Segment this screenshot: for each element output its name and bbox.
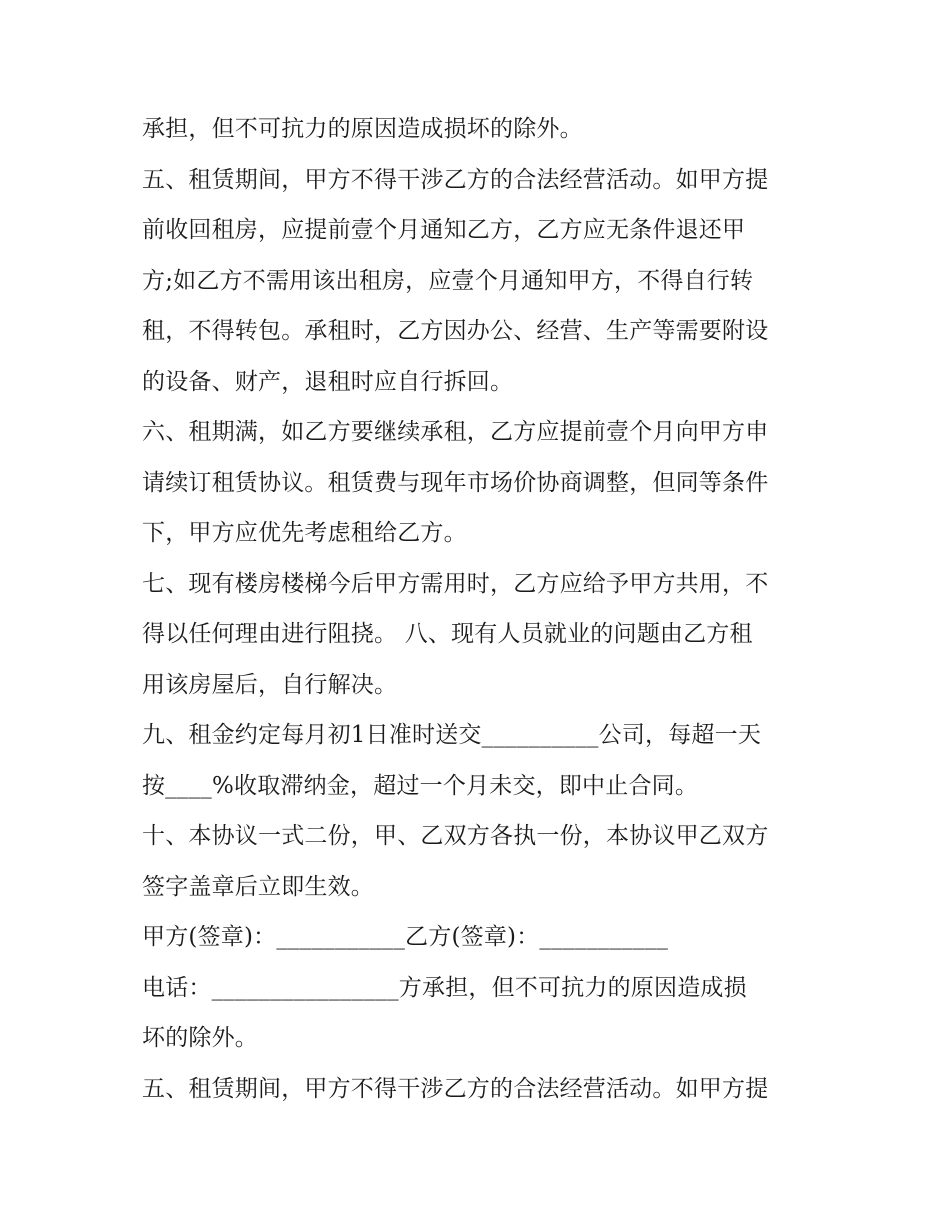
text-line: 前收回租房，应提前壹个月通知乙方，乙方应无条件退还甲 [142,217,746,243]
text-line: 用该房屋后，自行解决。 [142,671,398,698]
text-line: 方;如乙方不需用该出租房，应壹个月通知甲方，不得自行转 [142,267,754,294]
text-line: 按____%收取滞纳金，超过一个月未交，即中止合同。 [142,772,699,799]
text-line: 五、租赁期间，甲方不得干涉乙方的合法经营活动。如甲方提 [142,1075,769,1102]
text-line: 九、租金约定每月初1日准时送交__________公司，每超一天 [142,722,762,748]
text-line: 租，不得转包。承租时，乙方因办公、经营、生产等需要附设 [142,318,769,344]
text-line: 承担，但不可抗力的原因造成损坏的除外。 [142,116,583,142]
text-line: 签字盖章后立即生效。 [142,873,374,900]
phone-line: 电话：________________方承担，但不可抗力的原因造成损 [142,974,747,1001]
text-line: 的设备、财产，退租时应自行拆回。 [142,368,514,395]
text-line: 六、租期满，如乙方要继续承租，乙方应提前壹个月向甲方申 [142,419,769,445]
text-line: 请续订租赁协议。租赁费与现年市场价协商调整，但同等条件 [142,469,769,496]
text-line: 坏的除外。 [142,1025,258,1051]
contract-text [142,104,822,1114]
text-line: 得以任何理由进行阻挠。 八、现有人员就业的问题由乙方租 [142,621,753,647]
text-line: 五、租赁期间，甲方不得干涉乙方的合法经营活动。如甲方提 [142,166,769,193]
signature-line: 甲方(签章)：___________乙方(签章)：___________ [142,924,669,950]
text-line: 下，甲方应优先考虑租给乙方。 [142,520,467,546]
text-line: 七、现有楼房楼梯今后甲方需用时，乙方应给予甲方共用，不 [142,570,769,597]
text-line: 十、本协议一式二份，甲、乙双方各执一份，本协议甲乙双方 [142,823,769,849]
